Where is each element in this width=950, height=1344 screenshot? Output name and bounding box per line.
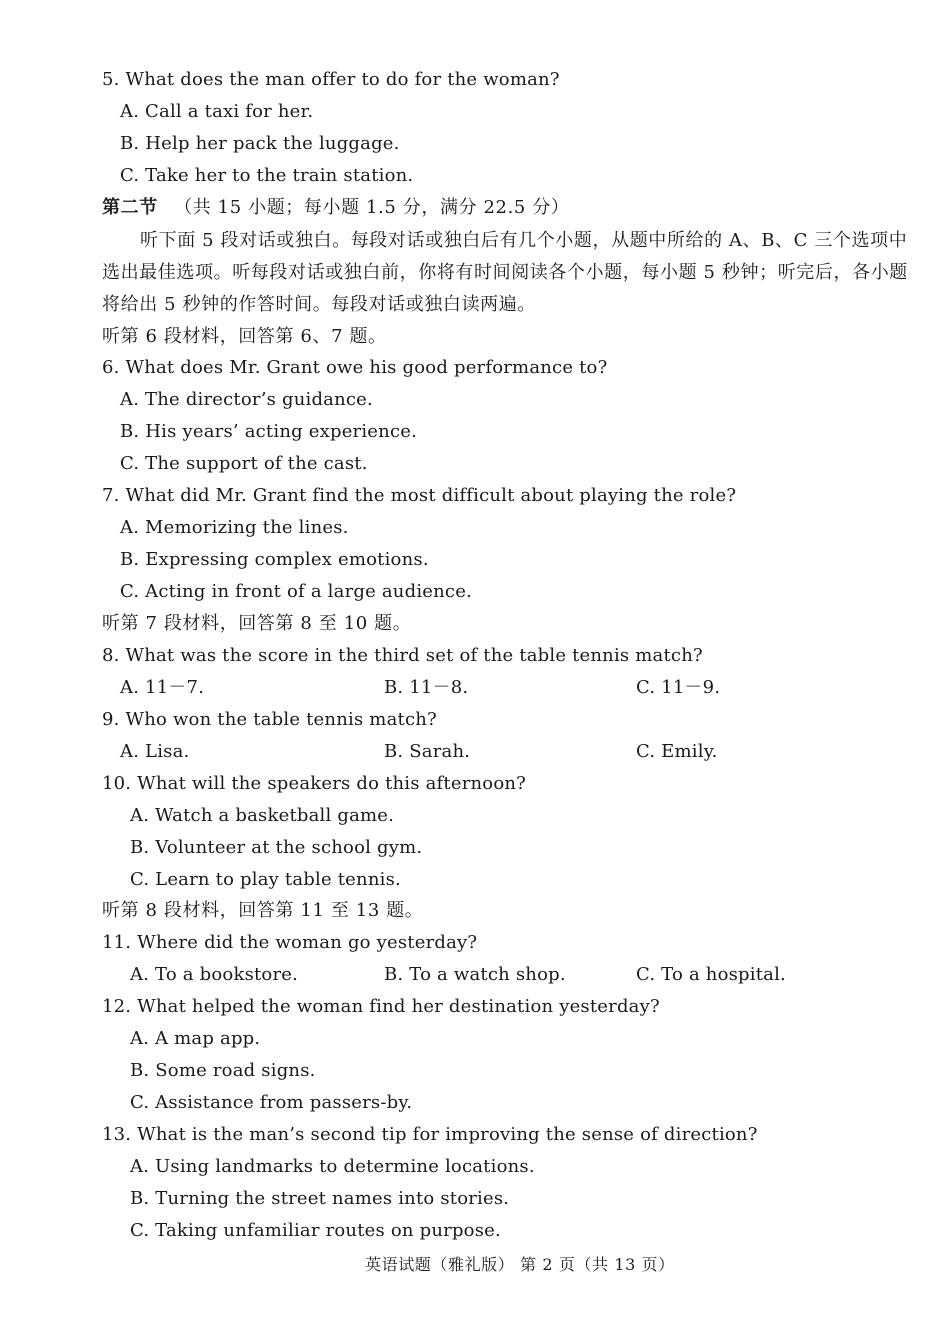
question-8-option-a: A. 11－7.: [120, 677, 205, 698]
question-5-option-b: B. Help her pack the luggage.: [120, 133, 400, 154]
material-8-heading: 听第 8 段材料，回答第 11 至 13 题。: [102, 900, 424, 921]
question-12-stem: 12. What helped the woman find her destination yesterday?: [102, 996, 660, 1017]
material-7-heading: 听第 7 段材料，回答第 8 至 10 题。: [102, 613, 412, 634]
section-2-title: 第二节: [102, 197, 158, 218]
question-12-option-c: C. Assistance from passers-by.: [130, 1092, 413, 1113]
question-5-stem: 5. What does the man offer to do for the woman?: [102, 69, 560, 90]
question-8-stem: 8. What was the score in the third set of the table tennis match?: [102, 645, 703, 666]
question-9-stem: 9. Who won the table tennis match?: [102, 709, 437, 730]
question-9-option-c: C. Emily.: [636, 741, 718, 762]
question-9-option-a: A. Lisa.: [120, 741, 190, 762]
question-10-option-a: A. Watch a basketball game.: [130, 805, 395, 826]
question-12-option-b: B. Some road signs.: [130, 1060, 316, 1081]
section-2-instructions-line-2: 选出最佳选项。听每段对话或独白前，你将有时间阅读各个小题，每小题 5 秒钟；听完后，各小题: [102, 262, 908, 283]
question-7-option-a: A. Memorizing the lines.: [120, 517, 349, 538]
section-2-header: [102, 196, 569, 220]
question-7-stem: 7. What did Mr. Grant find the most difficult about playing the role?: [102, 485, 737, 506]
question-10-option-b: B. Volunteer at the school gym.: [130, 837, 423, 858]
material-6-heading: 听第 6 段材料，回答第 6、7 题。: [102, 326, 387, 347]
question-11-option-a: A. To a bookstore.: [130, 964, 299, 985]
question-8-option-b: B. 11－8.: [384, 677, 469, 698]
question-13-stem: 13. What is the man’s second tip for improving the sense of direction?: [102, 1124, 758, 1145]
question-8-option-c: C. 11－9.: [636, 677, 721, 698]
question-13-option-c: C. Taking unfamiliar routes on purpose.: [130, 1220, 501, 1241]
page-footer: 英语试题（雅礼版） 第 2 页（共 13 页）: [365, 1255, 675, 1274]
section-2-instructions-line-3: 将给出 5 秒钟的作答时间。每段对话或独白读两遍。: [102, 294, 536, 315]
section-2-note: （共 15 小题；每小题 1.5 分，满分 22.5 分）: [174, 197, 570, 218]
question-11-option-b: B. To a watch shop.: [384, 964, 566, 985]
question-7-option-c: C. Acting in front of a large audience.: [120, 581, 472, 602]
question-6-option-c: C. The support of the cast.: [120, 453, 368, 474]
question-9-option-b: B. Sarah.: [384, 741, 471, 762]
question-10-stem: 10. What will the speakers do this afternoon?: [102, 773, 527, 794]
question-5-option-a: A. Call a taxi for her.: [120, 101, 314, 122]
question-11-stem: 11. Where did the woman go yesterday?: [102, 932, 478, 953]
question-13-option-b: B. Turning the street names into stories.: [130, 1188, 510, 1209]
section-2-instructions-line-1: 听下面 5 段对话或独白。每段对话或独白后有几个小题，从题中所给的 A、B、C 三个选项中: [140, 230, 908, 251]
question-6-stem: 6. What does Mr. Grant owe his good performance to?: [102, 357, 608, 378]
question-6-option-a: A. The director’s guidance.: [120, 389, 373, 410]
question-12-option-a: A. A map app.: [130, 1028, 261, 1049]
question-7-option-b: B. Expressing complex emotions.: [120, 549, 429, 570]
question-11-option-c: C. To a hospital.: [636, 964, 786, 985]
question-10-option-c: C. Learn to play table tennis.: [130, 869, 401, 890]
question-6-option-b: B. His years’ acting experience.: [120, 421, 418, 442]
question-5-option-c: C. Take her to the train station.: [120, 165, 414, 186]
question-13-option-a: A. Using landmarks to determine locations.: [130, 1156, 535, 1177]
